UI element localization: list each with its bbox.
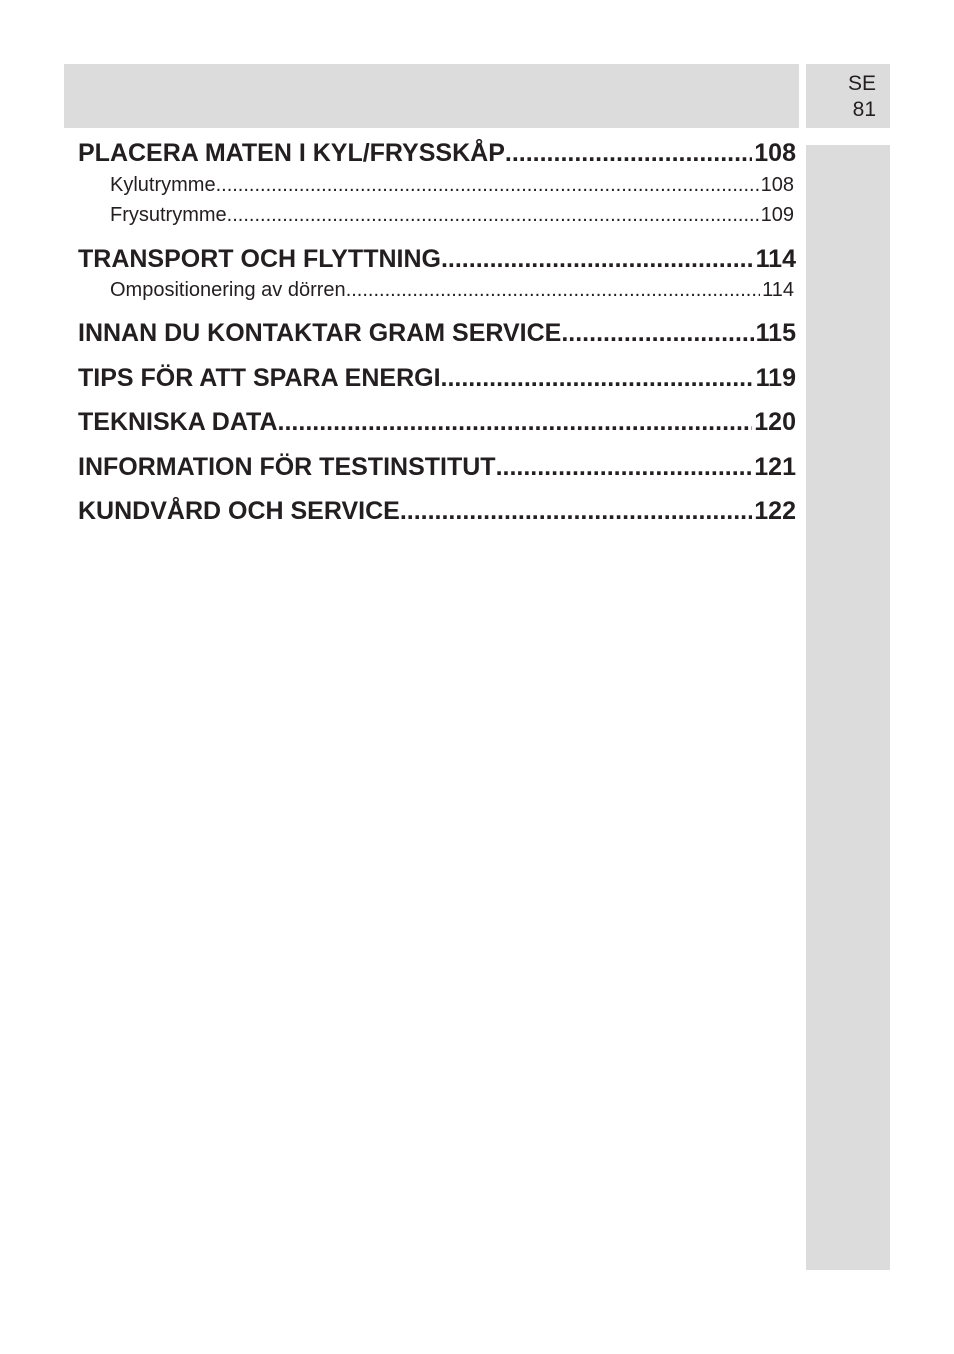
toc-entry-label: Kylutrymme [110,174,216,196]
toc-entry-page: 119 [755,364,796,392]
toc-entry-label: PLACERA MATEN I KYL/FRYSSKÅP [78,139,505,167]
toc-entry[interactable] [78,244,796,274]
toc-entry-label: TRANSPORT OCH FLYTTNING [78,245,441,273]
toc-entry-page: 121 [754,453,796,481]
header-band [64,64,799,128]
language-code: SE [847,72,876,95]
toc-entry-label: TEKNISKA DATA [78,408,278,436]
toc-leader-dots [400,496,752,526]
toc-leader-dots [441,363,754,393]
toc-leader-dots [496,452,753,482]
toc-entry-label: Frysutrymme [110,204,227,226]
toc-entry-page: 114 [755,245,796,273]
toc-entry-label: INFORMATION FÖR TESTINSTITUT [78,453,496,481]
toc-leader-dots [441,244,754,274]
toc-entry-label: KUNDVÅRD OCH SERVICE [78,497,400,525]
toc-entry-page: 115 [755,319,796,347]
toc-subentry[interactable] [110,203,794,227]
toc-leader-dots [561,318,753,348]
toc-entry-page: 120 [754,408,796,436]
toc-entry-page: 122 [754,497,796,525]
toc-entry[interactable] [78,318,796,348]
toc-subentry[interactable] [110,173,794,197]
toc-entry-page: 114 [762,279,794,301]
toc-subentry[interactable] [110,278,794,302]
toc-leader-dots [216,173,759,197]
side-band [806,145,890,1270]
toc-entry-page: 109 [760,204,794,226]
toc-leader-dots [278,407,753,437]
toc-entry[interactable] [78,363,796,393]
toc-leader-dots [227,203,759,227]
page-number: 81 [852,98,876,121]
toc-entry[interactable] [78,407,796,437]
toc-entry[interactable] [78,452,796,482]
toc-entry-label: INNAN DU KONTAKTAR GRAM SERVICE [78,319,562,347]
toc-leader-dots [346,278,760,302]
toc-entry[interactable] [78,138,796,168]
toc-entry-page: 108 [760,174,794,196]
toc-entry-page: 108 [754,139,796,167]
toc-entry[interactable] [78,496,796,526]
toc-entry-label: Ompositionering av dörren [110,279,346,301]
toc-leader-dots [505,138,752,168]
toc-entry-label: TIPS FÖR ATT SPARA ENERGI [78,364,441,392]
page-tab [806,64,890,128]
